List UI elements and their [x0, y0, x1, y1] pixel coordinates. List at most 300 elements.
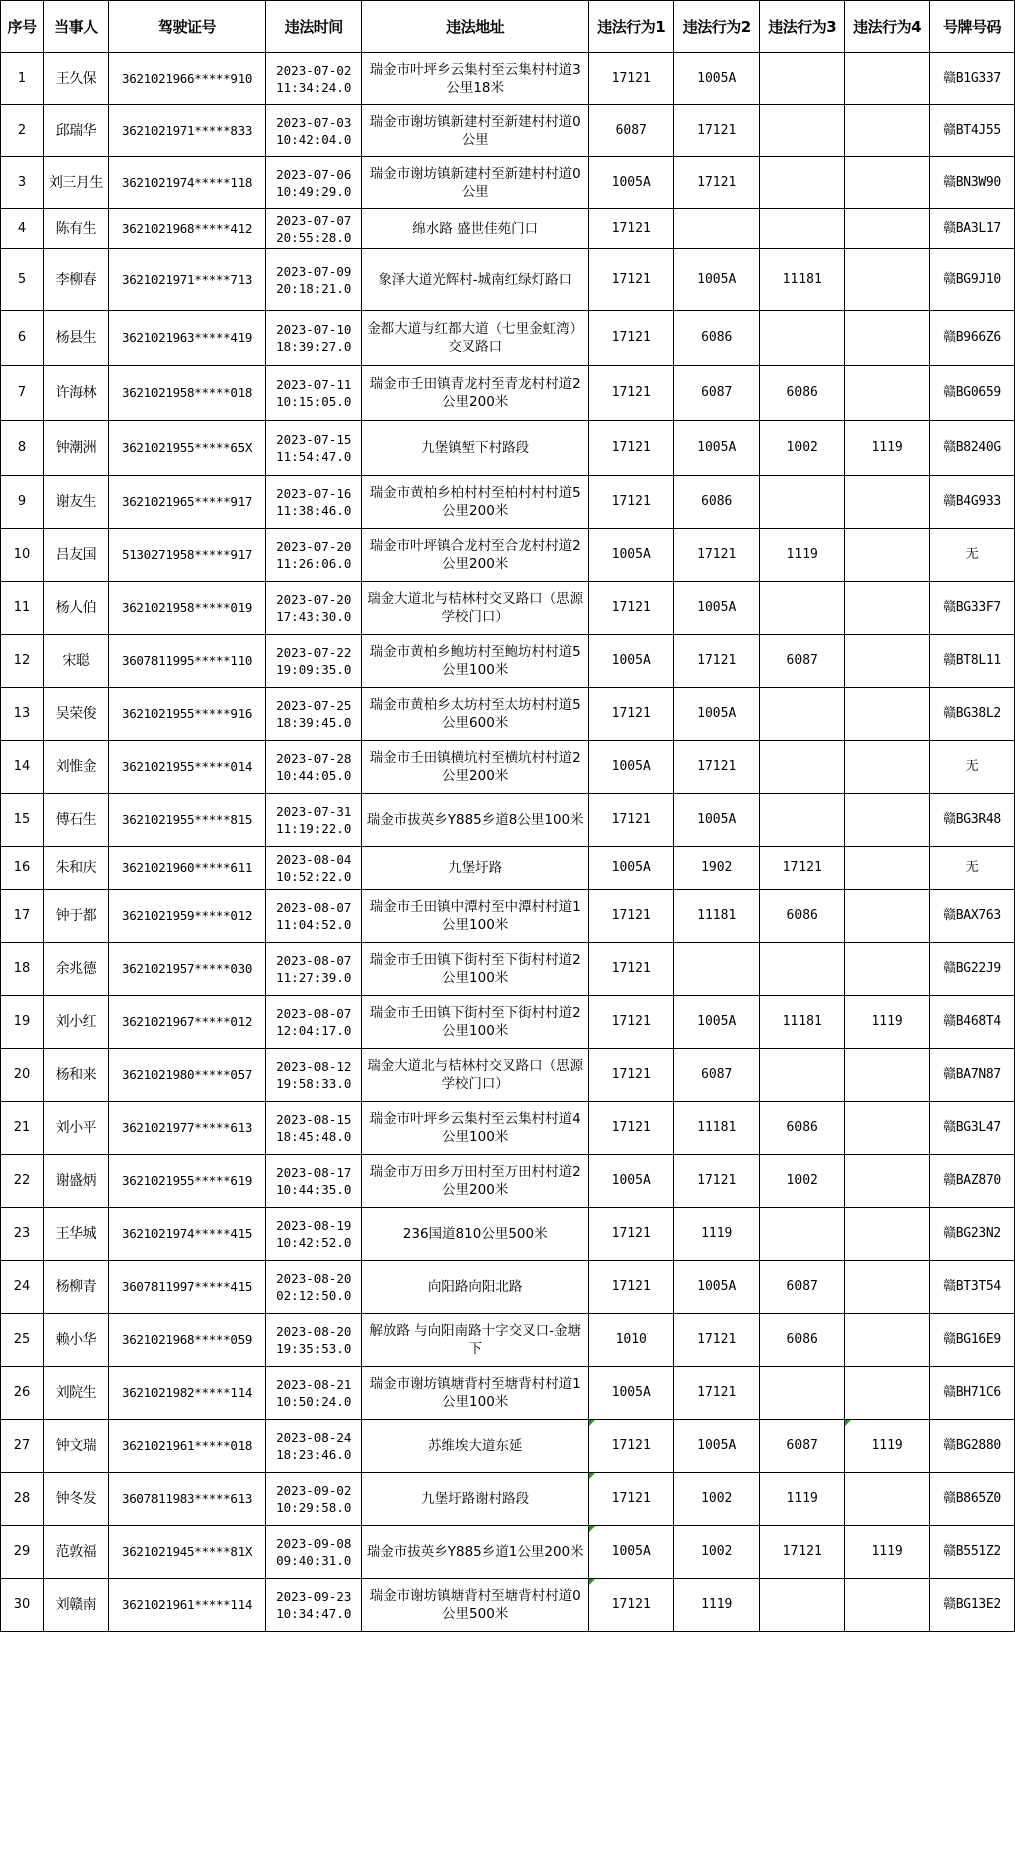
- violation-2-cell: 17121: [674, 1155, 760, 1208]
- address-cell: 瑞金大道北与桔林村交叉路口（思源学校门口）: [362, 1049, 589, 1102]
- plate-cell: 赣BA3L17: [930, 209, 1015, 249]
- time-cell: [266, 1473, 362, 1526]
- violation-4-cell: [845, 1102, 930, 1155]
- license-cell: 3621021977*****613: [108, 1102, 266, 1155]
- violation-1-cell: 17121: [589, 209, 674, 249]
- violation-4-cell: [845, 366, 930, 421]
- plate-cell: 赣BG3L47: [930, 1102, 1015, 1155]
- time-cell: [266, 1579, 362, 1632]
- plate-cell: 赣BA7N87: [930, 1049, 1015, 1102]
- time-date: 2023-08-24: [276, 1430, 352, 1445]
- violation-2-cell: 11181: [674, 1102, 760, 1155]
- party-cell: 王华城: [44, 1208, 109, 1261]
- time-cell: [266, 157, 362, 209]
- violation-4-cell: [845, 1155, 930, 1208]
- time-cell: [266, 476, 362, 529]
- time-cell: [266, 996, 362, 1049]
- party-cell: 邱瑞华: [44, 105, 109, 157]
- violation-4-cell: 1119: [845, 1420, 930, 1473]
- violation-4-cell: [845, 1208, 930, 1261]
- address-cell: 瑞金市壬田镇横坑村至横坑村村道2公里200米: [362, 741, 589, 794]
- violation-1-cell: 17121: [589, 582, 674, 635]
- violation-1-cell: 17121: [589, 366, 674, 421]
- table-header-row: [1, 1, 1015, 53]
- violation-2-cell: 1119: [674, 1208, 760, 1261]
- party-cell: 刘小平: [44, 1102, 109, 1155]
- plate-cell: 无: [930, 741, 1015, 794]
- violation-3-cell: [760, 794, 845, 847]
- violation-3-cell: [760, 157, 845, 209]
- address-cell: 九堡圩路谢村路段: [362, 1473, 589, 1526]
- address-cell: 绵水路 盛世佳苑门口: [362, 209, 589, 249]
- violation-4-cell: [845, 209, 930, 249]
- seq-cell: 14: [1, 741, 44, 794]
- violation-2-cell: 1005A: [674, 582, 760, 635]
- time-cell: [266, 1367, 362, 1420]
- plate-cell: 赣BN3W90: [930, 157, 1015, 209]
- violation-1-cell: 17121: [589, 943, 674, 996]
- violation-2-cell: 1005A: [674, 794, 760, 847]
- party-cell: 谢盛炳: [44, 1155, 109, 1208]
- plate-cell: 赣BG23N2: [930, 1208, 1015, 1261]
- time-date: 2023-07-03: [276, 114, 352, 130]
- violation-1-cell: 17121: [589, 1208, 674, 1261]
- violation-4-cell: [845, 582, 930, 635]
- table-row: [1, 1367, 1015, 1420]
- time-date: 2023-08-20: [276, 1271, 352, 1286]
- seq-cell: 23: [1, 1208, 44, 1261]
- license-cell: 3621021961*****114: [108, 1579, 266, 1632]
- violation-1-cell: 17121: [589, 890, 674, 943]
- violation-2-cell: 1119: [674, 1579, 760, 1632]
- party-cell: 朱和庆: [44, 847, 109, 890]
- table-row: [1, 688, 1015, 741]
- violation-3-cell: 17121: [760, 847, 845, 890]
- plate-cell: 赣B865Z0: [930, 1473, 1015, 1526]
- seq-cell: 11: [1, 582, 44, 635]
- license-cell: 3621021965*****917: [108, 476, 266, 529]
- violation-4-cell: [845, 311, 930, 366]
- violation-1-cell: 17121: [589, 1261, 674, 1314]
- violation-3-cell: 1002: [760, 1155, 845, 1208]
- violation-1-cell: 1005A: [589, 635, 674, 688]
- plate-cell: 赣B551Z2: [930, 1526, 1015, 1579]
- time-cell: [266, 1261, 362, 1314]
- time-date: 2023-07-15: [276, 432, 352, 447]
- time-date: 2023-07-22: [276, 645, 352, 660]
- time-date: 2023-07-31: [276, 804, 352, 819]
- violation-4-cell: [845, 105, 930, 157]
- seq-cell: 17: [1, 890, 44, 943]
- address-cell: 瑞金市壬田镇下街村至下街村村道2公里100米: [362, 943, 589, 996]
- violation-3-cell: [760, 1367, 845, 1420]
- time-clock: 12:04:17.0: [276, 1023, 352, 1038]
- time-clock: 11:27:39.0: [276, 970, 352, 985]
- seq-cell: 4: [1, 209, 44, 249]
- seq-cell: 22: [1, 1155, 44, 1208]
- license-cell: 3607811995*****110: [108, 635, 266, 688]
- time-clock: 10:49:29.0: [276, 183, 352, 199]
- time-clock: 10:42:04.0: [276, 131, 352, 147]
- violation-3-cell: 1119: [760, 529, 845, 582]
- seq-cell: 26: [1, 1367, 44, 1420]
- header-violation-3: 违法行为3: [760, 1, 845, 53]
- time-date: 2023-08-15: [276, 1112, 352, 1127]
- header-violation-4: 违法行为4: [845, 1, 930, 53]
- table-row: [1, 1049, 1015, 1102]
- violation-3-cell: 11181: [760, 249, 845, 311]
- license-cell: 3621021967*****012: [108, 996, 266, 1049]
- plate-cell: 赣BH71C6: [930, 1367, 1015, 1420]
- time-date: 2023-07-11: [276, 377, 352, 392]
- violation-3-cell: 6087: [760, 1420, 845, 1473]
- violation-2-cell: 1902: [674, 847, 760, 890]
- time-clock: 11:34:24.0: [276, 79, 352, 95]
- time-cell: [266, 1102, 362, 1155]
- violation-2-cell: 17121: [674, 157, 760, 209]
- violation-4-cell: [845, 635, 930, 688]
- time-clock: 17:43:30.0: [276, 609, 352, 624]
- party-cell: 杨人伯: [44, 582, 109, 635]
- table-row: [1, 996, 1015, 1049]
- violation-1-cell: 17121: [589, 688, 674, 741]
- plate-cell: 赣B468T4: [930, 996, 1015, 1049]
- time-date: 2023-07-10: [276, 322, 352, 337]
- address-cell: 瑞金市谢坊镇塘背村至塘背村村道1公里100米: [362, 1367, 589, 1420]
- time-cell: [266, 890, 362, 943]
- violation-4-cell: [845, 1049, 930, 1102]
- violation-1-cell: 1010: [589, 1314, 674, 1367]
- party-cell: 刘小红: [44, 996, 109, 1049]
- violation-2-cell: 17121: [674, 529, 760, 582]
- time-date: 2023-07-25: [276, 698, 352, 713]
- party-cell: 刘惟金: [44, 741, 109, 794]
- time-clock: 02:12:50.0: [276, 1288, 352, 1303]
- plate-cell: 无: [930, 847, 1015, 890]
- violation-1-cell: 17121: [589, 476, 674, 529]
- violation-1-cell: 1005A: [589, 847, 674, 890]
- license-cell: 3621021955*****014: [108, 741, 266, 794]
- time-date: 2023-08-17: [276, 1165, 352, 1180]
- table-row: [1, 249, 1015, 311]
- time-date: 2023-08-04: [276, 852, 352, 867]
- violation-3-cell: [760, 476, 845, 529]
- seq-cell: 30: [1, 1579, 44, 1632]
- time-date: 2023-08-19: [276, 1218, 352, 1233]
- violation-3-cell: 6086: [760, 890, 845, 943]
- violation-4-cell: [845, 1261, 930, 1314]
- table-row: [1, 1473, 1015, 1526]
- license-cell: 3621021955*****815: [108, 794, 266, 847]
- time-date: 2023-09-02: [276, 1483, 352, 1498]
- seq-cell: 8: [1, 421, 44, 476]
- address-cell: 苏维埃大道东延: [362, 1420, 589, 1473]
- plate-cell: 赣B966Z6: [930, 311, 1015, 366]
- address-cell: 瑞金市黄柏乡柏村村至柏村村村道5公里200米: [362, 476, 589, 529]
- plate-cell: 赣BG16E9: [930, 1314, 1015, 1367]
- violation-2-cell: 6086: [674, 476, 760, 529]
- time-cell: [266, 209, 362, 249]
- violation-1-cell: 17121: [589, 421, 674, 476]
- time-cell: [266, 311, 362, 366]
- address-cell: 瑞金市黄柏乡太坊村至太坊村村道5公里600米: [362, 688, 589, 741]
- time-clock: 19:09:35.0: [276, 662, 352, 677]
- address-cell: 金都大道与红都大道（七里金虹湾）交叉路口: [362, 311, 589, 366]
- plate-cell: 赣B8240G: [930, 421, 1015, 476]
- time-clock: 10:29:58.0: [276, 1500, 352, 1515]
- header-time: 违法时间: [266, 1, 362, 53]
- violation-1-cell: 17121: [589, 794, 674, 847]
- violation-1-cell: 17121: [589, 53, 674, 105]
- time-date: 2023-07-06: [276, 166, 352, 182]
- time-cell: [266, 688, 362, 741]
- table-row: [1, 53, 1015, 105]
- time-date: 2023-07-20: [276, 592, 352, 607]
- table-row: [1, 847, 1015, 890]
- violation-1-cell: 17121: [589, 996, 674, 1049]
- seq-cell: 16: [1, 847, 44, 890]
- violation-2-cell: 1005A: [674, 249, 760, 311]
- header-seq: 序号: [1, 1, 44, 53]
- seq-cell: 20: [1, 1049, 44, 1102]
- address-cell: 瑞金市拔英乡Y885乡道1公里200米: [362, 1526, 589, 1579]
- violation-2-cell: 1005A: [674, 1261, 760, 1314]
- party-cell: 吕友国: [44, 529, 109, 582]
- table-row: [1, 635, 1015, 688]
- address-cell: 九堡镇堑下村路段: [362, 421, 589, 476]
- violation-4-cell: [845, 847, 930, 890]
- time-clock: 11:19:22.0: [276, 821, 352, 836]
- violation-2-cell: 1005A: [674, 53, 760, 105]
- plate-cell: 赣BAX763: [930, 890, 1015, 943]
- party-cell: 赖小华: [44, 1314, 109, 1367]
- table-row: [1, 943, 1015, 996]
- time-cell: [266, 1420, 362, 1473]
- violation-4-cell: [845, 157, 930, 209]
- party-cell: 钟文瑞: [44, 1420, 109, 1473]
- violation-3-cell: 17121: [760, 1526, 845, 1579]
- header-violation-2: 违法行为2: [674, 1, 760, 53]
- time-clock: 18:23:46.0: [276, 1447, 352, 1462]
- table-row: [1, 1579, 1015, 1632]
- license-cell: 3621021963*****419: [108, 311, 266, 366]
- plate-cell: 赣BAZ870: [930, 1155, 1015, 1208]
- license-cell: 3621021961*****018: [108, 1420, 266, 1473]
- license-cell: 3621021971*****713: [108, 249, 266, 311]
- header-license: 驾驶证号: [108, 1, 266, 53]
- violation-2-cell: 1005A: [674, 996, 760, 1049]
- party-cell: 钟于都: [44, 890, 109, 943]
- seq-cell: 27: [1, 1420, 44, 1473]
- violation-3-cell: [760, 1208, 845, 1261]
- address-cell: 瑞金市谢坊镇新建村至新建村村道0公里: [362, 105, 589, 157]
- violation-3-cell: 11181: [760, 996, 845, 1049]
- party-cell: 刘院生: [44, 1367, 109, 1420]
- violation-1-cell: 17121: [589, 1579, 674, 1632]
- violation-3-cell: 6087: [760, 635, 845, 688]
- time-date: 2023-08-20: [276, 1324, 352, 1339]
- violation-4-cell: 1119: [845, 421, 930, 476]
- time-clock: 10:44:35.0: [276, 1182, 352, 1197]
- seq-cell: 5: [1, 249, 44, 311]
- party-cell: 杨柳青: [44, 1261, 109, 1314]
- party-cell: 刘三月生: [44, 157, 109, 209]
- time-clock: 09:40:31.0: [276, 1553, 352, 1568]
- violation-4-cell: 1119: [845, 996, 930, 1049]
- violation-3-cell: 1002: [760, 421, 845, 476]
- party-cell: 余兆德: [44, 943, 109, 996]
- violation-2-cell: 6087: [674, 1049, 760, 1102]
- time-clock: 18:45:48.0: [276, 1129, 352, 1144]
- violation-3-cell: [760, 582, 845, 635]
- violation-1-cell: 1005A: [589, 1155, 674, 1208]
- time-clock: 10:52:22.0: [276, 869, 352, 884]
- seq-cell: 1: [1, 53, 44, 105]
- time-cell: [266, 1208, 362, 1261]
- violation-3-cell: [760, 1049, 845, 1102]
- license-cell: 3621021968*****412: [108, 209, 266, 249]
- violation-2-cell: 1002: [674, 1526, 760, 1579]
- time-cell: [266, 1526, 362, 1579]
- seq-cell: 2: [1, 105, 44, 157]
- violation-2-cell: 6086: [674, 311, 760, 366]
- time-cell: [266, 794, 362, 847]
- violation-4-cell: [845, 943, 930, 996]
- time-cell: [266, 421, 362, 476]
- plate-cell: 无: [930, 529, 1015, 582]
- time-cell: [266, 105, 362, 157]
- violation-4-cell: [845, 1473, 930, 1526]
- violation-4-cell: [845, 1314, 930, 1367]
- license-cell: 3621021957*****030: [108, 943, 266, 996]
- table-row: [1, 1261, 1015, 1314]
- license-cell: 3621021955*****916: [108, 688, 266, 741]
- address-cell: 瑞金市壬田镇中潭村至中潭村村道1公里100米: [362, 890, 589, 943]
- party-cell: 刘赣南: [44, 1579, 109, 1632]
- time-cell: [266, 943, 362, 996]
- seq-cell: 18: [1, 943, 44, 996]
- time-date: 2023-07-07: [276, 212, 352, 228]
- violation-4-cell: 1119: [845, 1526, 930, 1579]
- seq-cell: 28: [1, 1473, 44, 1526]
- table-row: [1, 1314, 1015, 1367]
- table-row: [1, 529, 1015, 582]
- time-clock: 10:50:24.0: [276, 1394, 352, 1409]
- violation-3-cell: 6086: [760, 366, 845, 421]
- time-date: 2023-08-07: [276, 953, 352, 968]
- violation-1-cell: 17121: [589, 1102, 674, 1155]
- address-cell: 瑞金市万田乡万田村至万田村村道2公里200米: [362, 1155, 589, 1208]
- violation-4-cell: [845, 1367, 930, 1420]
- violation-3-cell: [760, 53, 845, 105]
- license-cell: 3621021955*****65X: [108, 421, 266, 476]
- violation-1-cell: 1005A: [589, 741, 674, 794]
- address-cell: 瑞金市拔英乡Y885乡道8公里100米: [362, 794, 589, 847]
- party-cell: 许海林: [44, 366, 109, 421]
- time-date: 2023-08-12: [276, 1059, 352, 1074]
- plate-cell: 赣BT8L11: [930, 635, 1015, 688]
- time-date: 2023-07-02: [276, 62, 352, 78]
- violation-1-cell: 17121: [589, 249, 674, 311]
- violation-2-cell: 1005A: [674, 1420, 760, 1473]
- seq-cell: 13: [1, 688, 44, 741]
- violation-3-cell: 6086: [760, 1314, 845, 1367]
- party-cell: 钟潮洲: [44, 421, 109, 476]
- table-row: [1, 1420, 1015, 1473]
- license-cell: 3621021974*****415: [108, 1208, 266, 1261]
- plate-cell: 赣BG3R48: [930, 794, 1015, 847]
- time-date: 2023-08-07: [276, 1006, 352, 1021]
- address-cell: 瑞金市谢坊镇新建村至新建村村道0公里: [362, 157, 589, 209]
- violation-2-cell: 17121: [674, 1314, 760, 1367]
- license-cell: 3607811983*****613: [108, 1473, 266, 1526]
- header-violation-1: 违法行为1: [589, 1, 674, 53]
- violation-2-cell: 17121: [674, 635, 760, 688]
- party-cell: 李柳春: [44, 249, 109, 311]
- license-cell: 3621021982*****114: [108, 1367, 266, 1420]
- plate-cell: 赣BG33F7: [930, 582, 1015, 635]
- address-cell: 瑞金市黄柏乡鲍坊村至鲍坊村村道5公里100米: [362, 635, 589, 688]
- time-cell: [266, 249, 362, 311]
- violation-4-cell: [845, 741, 930, 794]
- violation-3-cell: 6087: [760, 1261, 845, 1314]
- violation-1-cell: 1005A: [589, 157, 674, 209]
- address-cell: 瑞金大道北与桔林村交叉路口（思源学校门口）: [362, 582, 589, 635]
- address-cell: 象泽大道光辉村-城南红绿灯路口: [362, 249, 589, 311]
- plate-cell: 赣BG9J10: [930, 249, 1015, 311]
- time-cell: [266, 847, 362, 890]
- time-clock: 10:42:52.0: [276, 1235, 352, 1250]
- time-cell: [266, 1314, 362, 1367]
- plate-cell: 赣BG0659: [930, 366, 1015, 421]
- table-row: [1, 1155, 1015, 1208]
- address-cell: 瑞金市谢坊镇塘背村至塘背村村道0公里500米: [362, 1579, 589, 1632]
- time-date: 2023-07-16: [276, 486, 352, 501]
- violation-4-cell: [845, 476, 930, 529]
- violation-2-cell: 1005A: [674, 688, 760, 741]
- seq-cell: 10: [1, 529, 44, 582]
- table-row: [1, 1208, 1015, 1261]
- party-cell: 钟冬发: [44, 1473, 109, 1526]
- time-date: 2023-09-08: [276, 1536, 352, 1551]
- license-cell: 3621021945*****81X: [108, 1526, 266, 1579]
- table-row: [1, 105, 1015, 157]
- violation-1-cell: 1005A: [589, 1367, 674, 1420]
- license-cell: 3621021955*****619: [108, 1155, 266, 1208]
- time-cell: [266, 1155, 362, 1208]
- violation-4-cell: [845, 529, 930, 582]
- time-clock: 18:39:45.0: [276, 715, 352, 730]
- license-cell: 3621021959*****012: [108, 890, 266, 943]
- violation-3-cell: [760, 1579, 845, 1632]
- table-row: [1, 582, 1015, 635]
- violation-3-cell: [760, 105, 845, 157]
- license-cell: 3621021966*****910: [108, 53, 266, 105]
- license-cell: 3621021960*****611: [108, 847, 266, 890]
- license-cell: 3621021971*****833: [108, 105, 266, 157]
- time-date: 2023-08-07: [276, 900, 352, 915]
- table-row: [1, 1102, 1015, 1155]
- address-cell: 瑞金市叶坪乡云集村至云集村村道3公里18米: [362, 53, 589, 105]
- party-cell: 吴荣俊: [44, 688, 109, 741]
- seq-cell: 25: [1, 1314, 44, 1367]
- party-cell: 宋聪: [44, 635, 109, 688]
- violation-1-cell: 17121: [589, 1420, 674, 1473]
- seq-cell: 29: [1, 1526, 44, 1579]
- table-row: [1, 311, 1015, 366]
- seq-cell: 9: [1, 476, 44, 529]
- address-cell: 瑞金市壬田镇青龙村至青龙村村道2公里200米: [362, 366, 589, 421]
